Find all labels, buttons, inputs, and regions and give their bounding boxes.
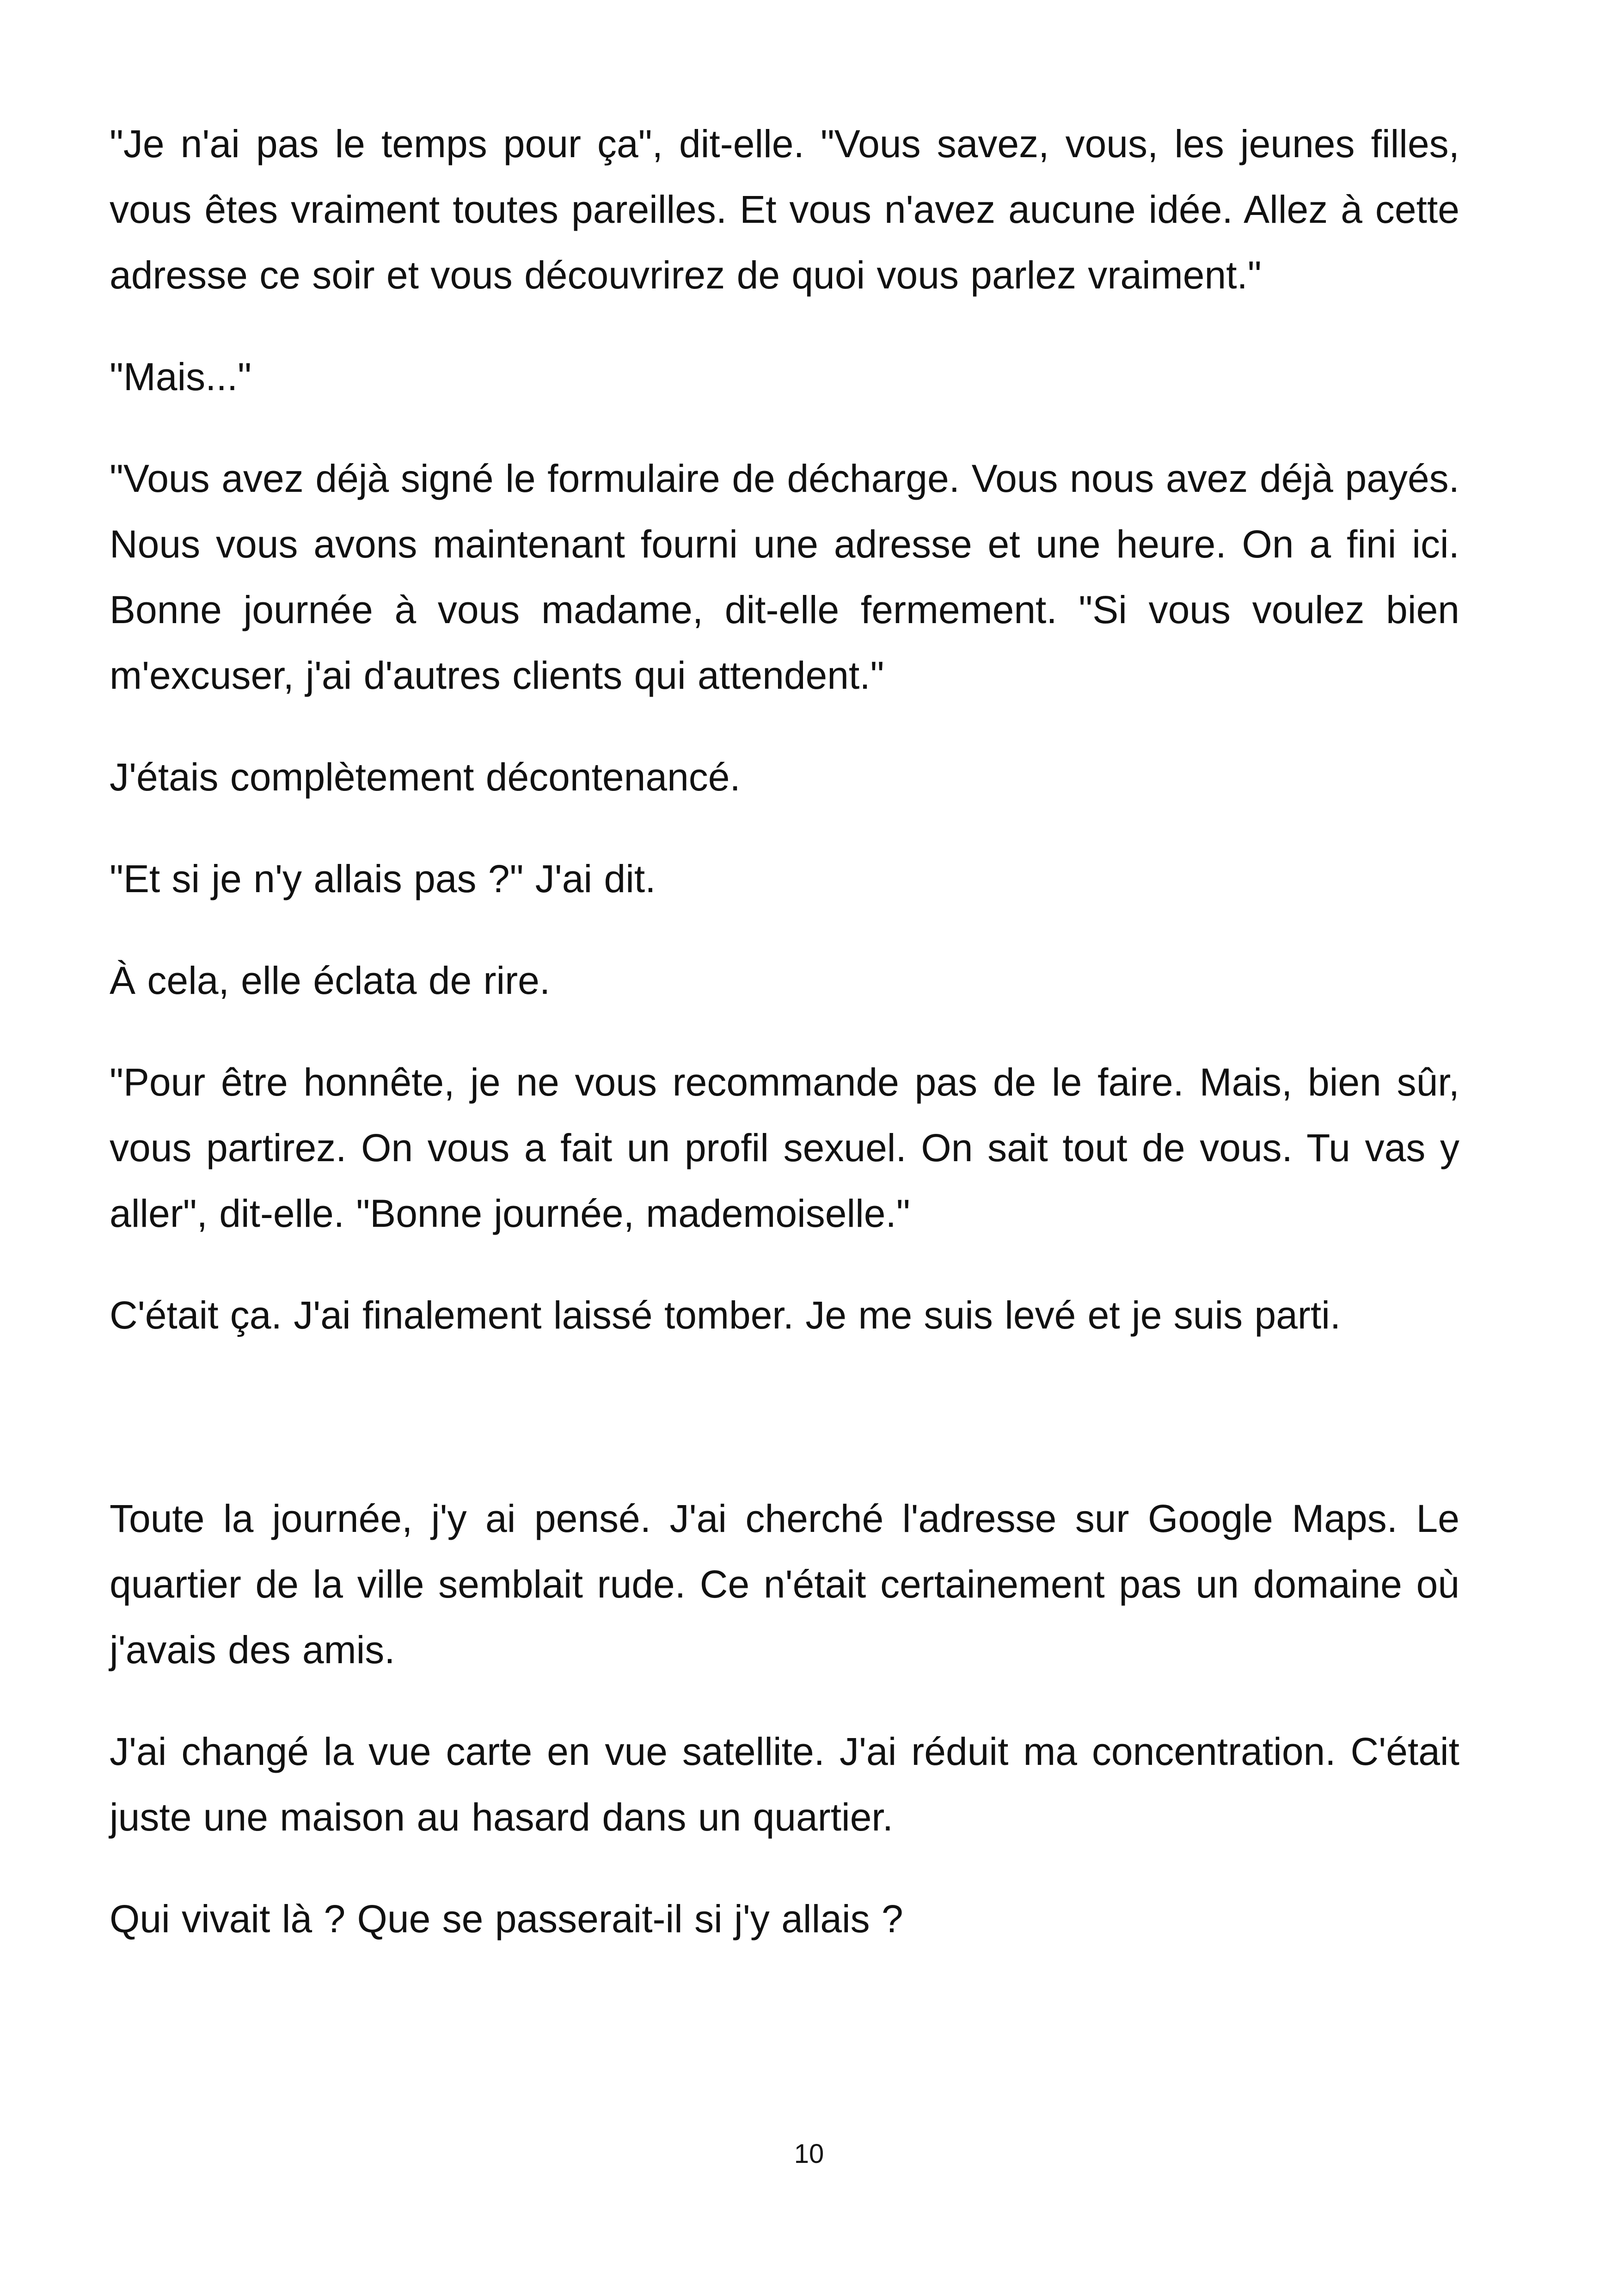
paragraph: À cela, elle éclata de rire. [110,959,551,1002]
paragraph: "Vous avez déjà signé le formulaire de décharge. Vous nous avez déjà payés. Nous vous avons maintenant fourni une adresse et une heure. On a fini ici. Bonne journée à vous madame, dit-elle fermement. "Si vous voulez bien m'excuser, j'ai d'autres clients qui attendent." [110,457,1459,697]
section-break [110,1384,1459,1486]
paragraph: Toute la journée, j'y ai pensé. J'ai cherché l'adresse sur Google Maps. Le quartier de la ville semblait rude. Ce n'était certainement pas un domaine où j'avais des amis. [110,1497,1459,1671]
paragraph: "Et si je n'y allais pas ?" J'ai dit. [110,857,656,900]
paragraph: "Je n'ai pas le temps pour ça", dit-elle. "Vous savez, vous, les jeunes filles, vous êtes vraiment toutes pareilles. Et vous n'avez aucune idée. Allez à cette adresse ce soir et vous découvrirez de quoi vous parlez vraiment." [110,122,1459,297]
paragraph: C'était ça. J'ai finalement laissé tomber. Je me suis levé et je suis parti. [110,1293,1341,1337]
paragraph: Qui vivait là ? Que se passerait-il si j'y allais ? [110,1897,903,1941]
paragraph: J'étais complètement décontenancé. [110,755,741,799]
paragraph: "Mais..." [110,355,252,398]
page-number: 10 [794,2139,824,2169]
body-text [110,111,1459,1988]
paragraph: J'ai changé la vue carte en vue satellite. J'ai réduit ma concentration. C'était juste une maison au hasard dans un quartier. [110,1730,1459,1839]
paragraph: "Pour être honnête, je ne vous recommande pas de le faire. Mais, bien sûr, vous partirez. On vous a fait un profil sexuel. On sait tout de vous. Tu vas y aller", dit-elle. "Bonne journée, mademoiselle." [110,1060,1459,1235]
